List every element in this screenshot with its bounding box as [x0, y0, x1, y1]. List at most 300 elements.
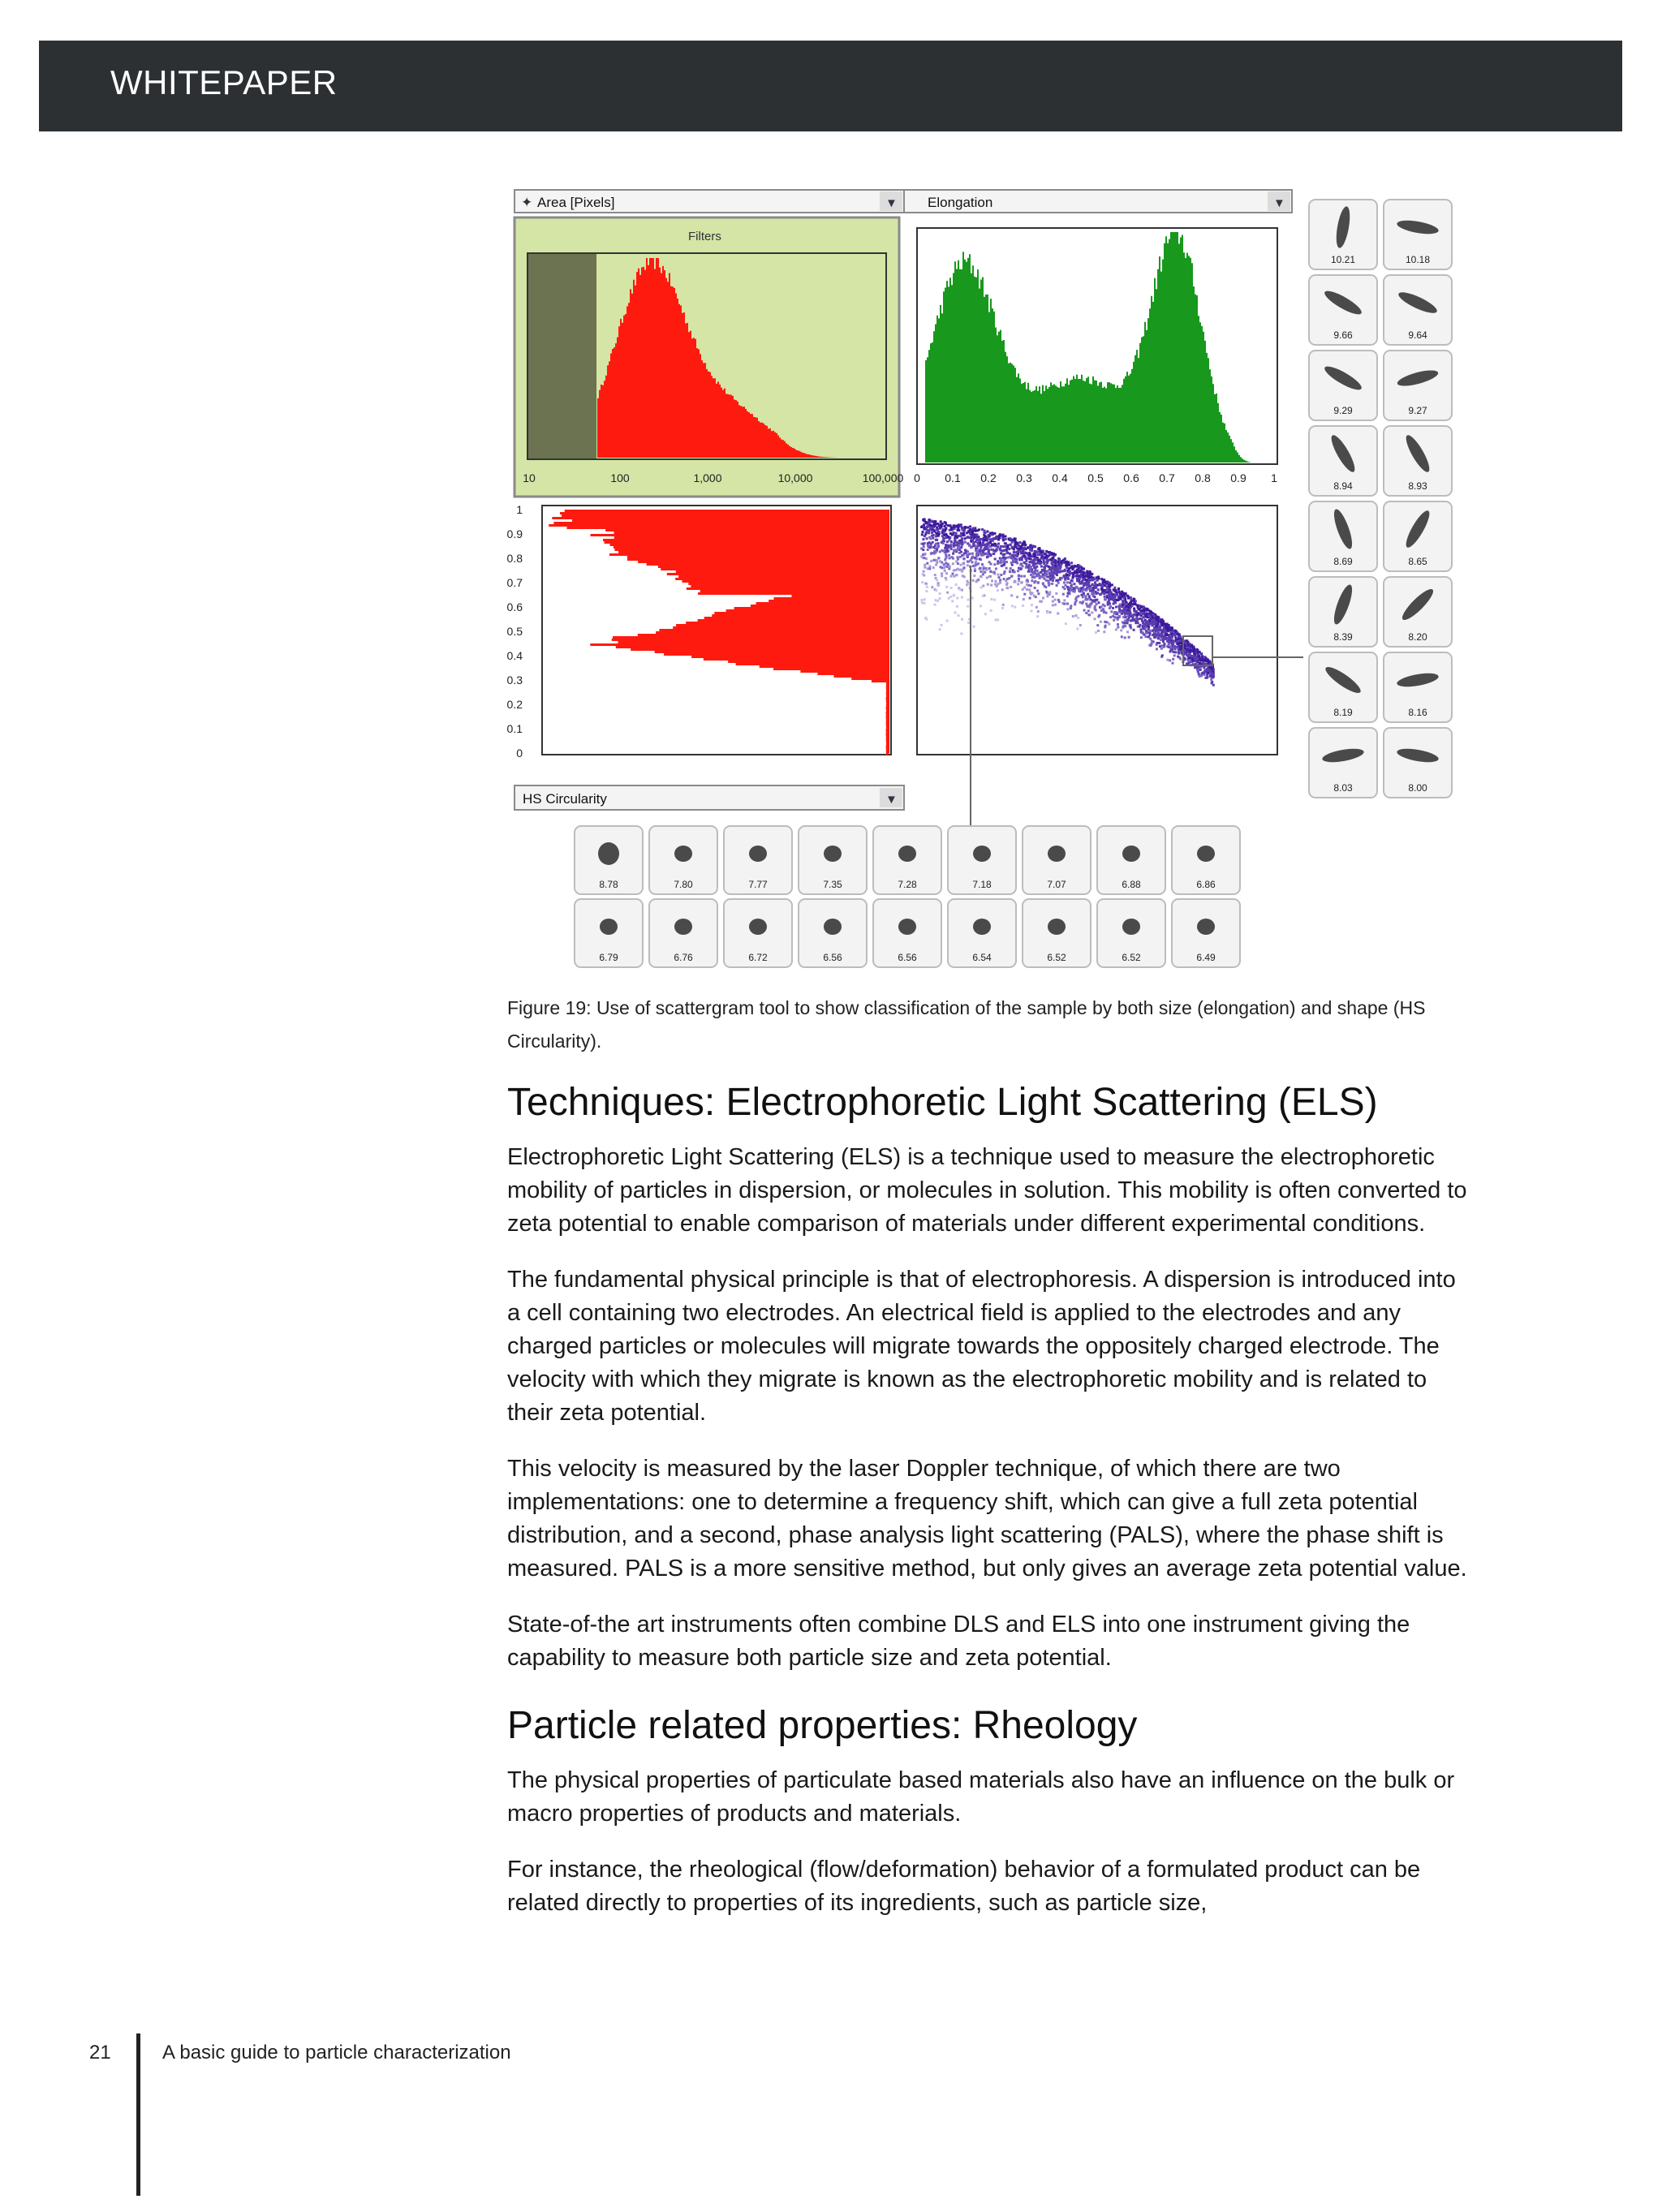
- scatter-point: [1004, 557, 1006, 560]
- scatter-point: [1034, 545, 1036, 548]
- scatter-point: [1036, 575, 1039, 577]
- scatter-point: [1022, 588, 1024, 591]
- particle-value: 6.86: [1196, 879, 1216, 890]
- scatter-point: [1050, 562, 1053, 565]
- scatter-point: [1103, 592, 1105, 594]
- scatter-point: [1130, 615, 1133, 618]
- scatter-point: [1100, 621, 1102, 623]
- scatter-point: [975, 561, 977, 563]
- scatter-point: [1079, 575, 1081, 577]
- scatter-point: [956, 597, 958, 600]
- scatter-point: [937, 557, 940, 559]
- scatter-point: [1023, 549, 1025, 551]
- scatter-point: [967, 564, 969, 566]
- section-heading-rheology: Particle related properties: Rheology: [507, 1704, 1138, 1747]
- scatter-point: [1094, 608, 1096, 610]
- scatter-point: [1133, 598, 1135, 600]
- scatter-point: [1098, 601, 1100, 604]
- scatter-point: [934, 599, 936, 601]
- scatter-point: [986, 552, 988, 554]
- scatter-point: [962, 527, 964, 529]
- scatter-point: [981, 528, 984, 531]
- elongated-particle-thumbnail[interactable]: [1309, 501, 1377, 571]
- particle-value: 6.76: [674, 952, 693, 963]
- particle-value: 9.27: [1408, 405, 1427, 416]
- section-heading-els: Techniques: Electrophoretic Light Scattering (ELS): [507, 1081, 1378, 1124]
- scatter-point: [1017, 570, 1019, 572]
- elongated-particle-thumbnail[interactable]: [1384, 275, 1452, 345]
- scatter-point: [1083, 583, 1086, 585]
- elongated-particle-thumbnail[interactable]: [1309, 652, 1377, 722]
- scatter-point: [932, 537, 934, 540]
- scatter-point: [928, 566, 931, 568]
- scatter-point: [1122, 626, 1124, 629]
- scatter-point: [999, 579, 1001, 581]
- scatter-point: [989, 554, 992, 557]
- scatter-point: [982, 551, 984, 553]
- scatter-point: [1041, 555, 1044, 557]
- filter-label: Filters: [688, 230, 721, 243]
- scatter-point: [1091, 599, 1094, 601]
- scatter-point: [1203, 672, 1206, 674]
- scatter-point: [1072, 615, 1074, 618]
- scatter-point: [1148, 634, 1151, 636]
- scatter-point: [1156, 642, 1159, 644]
- scatter-point: [935, 589, 937, 592]
- scatter-point: [1178, 642, 1180, 644]
- scatter-point: [1062, 559, 1065, 562]
- scatter-point: [1089, 572, 1091, 575]
- scatter-point: [1010, 586, 1012, 588]
- elongation-parameter-dropdown[interactable]: [904, 190, 1292, 213]
- header-bar: [39, 41, 1622, 131]
- scatter-point: [937, 582, 940, 584]
- scatter-point: [1058, 558, 1061, 561]
- scatter-point: [1005, 550, 1008, 553]
- round-particle-thumbnail[interactable]: [799, 899, 867, 967]
- scatter-point: [1014, 557, 1017, 560]
- scatter-point: [1203, 660, 1205, 662]
- scatter-point: [1173, 654, 1176, 656]
- scatter-point: [1000, 574, 1002, 576]
- scatter-point: [1153, 626, 1156, 629]
- scatter-point: [1135, 622, 1137, 624]
- scatter-point: [1122, 621, 1124, 623]
- scatter-point: [920, 555, 923, 557]
- scatter-point: [936, 579, 938, 582]
- particle-value: 8.39: [1333, 631, 1353, 643]
- scatter-point: [963, 575, 966, 578]
- elongated-particle-thumbnail[interactable]: [1309, 577, 1377, 647]
- round-particle-thumbnail[interactable]: [873, 826, 941, 894]
- scatter-point: [1066, 603, 1069, 605]
- scatter-point: [967, 605, 969, 608]
- scatter-plot-panel[interactable]: [917, 506, 1303, 826]
- scatter-point: [964, 541, 967, 544]
- particle-value: 9.64: [1408, 329, 1427, 341]
- scatter-point: [1109, 598, 1111, 600]
- scatter-point: [1014, 606, 1016, 609]
- round-particle-thumbnail[interactable]: [724, 826, 792, 894]
- scatter-point: [956, 574, 958, 576]
- scatter-point: [1141, 609, 1143, 612]
- scatter-point: [1179, 645, 1182, 648]
- scatter-point: [1027, 566, 1029, 569]
- scatter-point: [950, 575, 953, 578]
- scatter-point: [1157, 619, 1160, 622]
- scatter-point: [920, 526, 923, 528]
- scatter-point: [1130, 620, 1132, 622]
- scatter-point: [999, 534, 1001, 536]
- elongated-particle-thumbnail[interactable]: [1384, 200, 1452, 269]
- scatter-point: [1061, 570, 1064, 572]
- scatter-point: [964, 537, 967, 540]
- scatter-point: [1014, 580, 1017, 583]
- round-particle-thumbnail[interactable]: [873, 899, 941, 967]
- scatter-point: [1150, 611, 1152, 613]
- dropdown-icon-area: ✦: [521, 195, 533, 210]
- scatter-point: [1020, 575, 1023, 578]
- scatter-point: [941, 535, 944, 537]
- scatter-point: [949, 596, 952, 598]
- round-particle-thumbnail[interactable]: [799, 826, 867, 894]
- scatter-point: [1122, 609, 1125, 612]
- particle-value: 7.35: [823, 879, 842, 890]
- scatter-point: [941, 566, 943, 569]
- scatter-point: [962, 534, 964, 536]
- elongated-particle-thumbnail[interactable]: [1309, 426, 1377, 496]
- scatter-point: [1063, 599, 1066, 601]
- scatter-point: [1099, 593, 1101, 596]
- scatter-point: [946, 620, 949, 622]
- elongated-particle-thumbnail[interactable]: [1384, 652, 1452, 722]
- scatter-point: [1143, 617, 1145, 619]
- scatter-point: [997, 589, 999, 592]
- round-particle-thumbnail[interactable]: [1097, 826, 1165, 894]
- elongated-particle-thumbnail[interactable]: [1384, 728, 1452, 798]
- scatter-point: [1102, 608, 1104, 610]
- scatter-point: [960, 546, 962, 549]
- elongated-particle-thumbnail[interactable]: [1309, 351, 1377, 420]
- scatter-point: [1064, 579, 1066, 581]
- scatter-point: [1062, 586, 1065, 588]
- elongation-tick-label: 0.9: [1230, 471, 1246, 484]
- scatter-point: [939, 628, 941, 630]
- round-particle-thumbnail[interactable]: [649, 826, 717, 894]
- scatter-point: [1151, 618, 1153, 621]
- scatter-point: [1103, 589, 1105, 592]
- scatter-point: [946, 563, 949, 566]
- scatter-point: [1178, 634, 1181, 636]
- scatter-point: [1075, 614, 1078, 617]
- scatter-point: [1210, 667, 1212, 669]
- scatter-point: [1060, 562, 1062, 564]
- scatter-point: [973, 536, 975, 538]
- scatter-point: [945, 586, 948, 588]
- scatter-point: [1002, 557, 1005, 559]
- scatter-point: [948, 597, 950, 600]
- scatter-point: [997, 543, 1000, 545]
- scatter-point: [946, 566, 949, 568]
- scatter-point: [1097, 588, 1100, 591]
- scatter-point: [1122, 592, 1125, 595]
- scatter-point: [1052, 600, 1054, 603]
- scatter-point: [1040, 566, 1043, 568]
- round-particle-thumbnail[interactable]: [724, 899, 792, 967]
- scatter-point: [1068, 575, 1070, 577]
- scatter-point: [1052, 577, 1054, 579]
- scatter-point: [1023, 593, 1026, 596]
- scatter-point: [933, 553, 936, 555]
- round-particle-thumbnail[interactable]: [575, 826, 643, 894]
- round-particle-thumbnail[interactable]: [1023, 826, 1091, 894]
- scatter-point: [1150, 644, 1152, 647]
- scatter-point: [1027, 570, 1030, 573]
- scatter-point: [943, 540, 945, 542]
- round-particle-thumbnail[interactable]: [1172, 899, 1240, 967]
- particle-value: 8.00: [1408, 782, 1427, 794]
- particle-value: 6.56: [823, 952, 842, 963]
- scatter-point: [1118, 615, 1121, 618]
- scatter-point: [1035, 550, 1037, 553]
- scatter-point: [1095, 587, 1097, 589]
- scatter-point: [1066, 576, 1069, 579]
- scatter-point: [944, 525, 946, 527]
- elongated-particle-thumbnail[interactable]: [1384, 501, 1452, 571]
- scatter-point: [1096, 576, 1098, 579]
- scatter-point: [1185, 642, 1187, 644]
- scatter-point: [1142, 613, 1144, 616]
- scatter-point: [921, 533, 924, 536]
- scatter-point: [1210, 678, 1212, 681]
- paragraph: The fundamental physical principle is that of electrophoresis. A dispersion is introduced into a cell containing two electrodes. An electrical field is applied to the electrodes and any charged particles or molecules will migrate towards the oppositely charged electrode. The velocity with which they migrate is known as the electrophoretic mobility and is related to their zeta potential.: [507, 1267, 1456, 1426]
- scatter-point: [1060, 565, 1062, 567]
- scatter-point: [1012, 539, 1014, 541]
- scatter-point: [936, 546, 939, 549]
- scatter-point: [1045, 571, 1048, 574]
- scatter-point: [1124, 619, 1126, 622]
- scatter-point: [934, 604, 936, 606]
- scatter-point: [1152, 622, 1155, 624]
- scatter-point: [1094, 618, 1096, 620]
- scatter-point: [986, 577, 988, 579]
- scatter-point: [1050, 575, 1053, 577]
- scatter-point: [1142, 631, 1144, 634]
- scatter-point: [1076, 575, 1079, 577]
- scatter-point: [1057, 579, 1059, 582]
- scatter-point: [1044, 586, 1047, 588]
- circularity-parameter-dropdown[interactable]: [515, 785, 904, 810]
- scatter-point: [1158, 630, 1160, 632]
- scatter-point: [1026, 579, 1028, 581]
- scatter-point: [1096, 624, 1099, 626]
- circularity-histogram-panel: [507, 503, 891, 760]
- scatter-point: [923, 575, 925, 577]
- article-body: [507, 1079, 1469, 1943]
- area-parameter-dropdown[interactable]: [515, 190, 904, 213]
- round-particle-thumbnail[interactable]: [1172, 826, 1240, 894]
- scatter-point: [1084, 595, 1087, 597]
- scatter-point: [1032, 575, 1035, 578]
- scatter-point: [1170, 636, 1173, 639]
- scatter-point: [1026, 583, 1028, 586]
- scatter-point: [935, 539, 937, 541]
- scatter-point: [988, 575, 991, 578]
- scatter-point: [1001, 535, 1004, 537]
- round-particle-thumbnail[interactable]: [575, 899, 643, 967]
- scatter-point: [986, 569, 988, 571]
- round-particle-thumbnail[interactable]: [1097, 899, 1165, 967]
- scatter-point: [1147, 614, 1150, 617]
- scatter-point: [948, 567, 950, 570]
- scatter-point: [973, 575, 975, 577]
- scatter-point: [982, 570, 984, 573]
- scatter-point: [1005, 538, 1007, 540]
- scatter-point: [946, 592, 949, 594]
- scatter-point: [1090, 585, 1092, 587]
- round-particle-thumbnail[interactable]: [948, 899, 1016, 967]
- particle-value: 10.18: [1405, 254, 1431, 265]
- scatter-point: [1014, 551, 1016, 553]
- round-particle-thumbnail[interactable]: [1023, 899, 1091, 967]
- scatter-point: [1017, 583, 1019, 585]
- scatter-point: [937, 535, 940, 537]
- scatter-point: [1011, 605, 1014, 607]
- chevron-down-icon: ▼: [885, 793, 898, 807]
- elongated-particle-thumbnail[interactable]: [1309, 275, 1377, 345]
- scatter-point: [1169, 659, 1171, 661]
- paragraph: The physical properties of particulate based materials also have an influence on the bulk or macro properties of products and materials.: [507, 1767, 1455, 1827]
- scatter-point: [1174, 648, 1177, 650]
- elongated-particle-thumbnail[interactable]: [1384, 577, 1452, 647]
- scatter-point: [953, 595, 955, 597]
- scatter-point: [945, 557, 947, 559]
- elongated-particle-thumbnail[interactable]: [1384, 351, 1452, 420]
- circularity-axis-ticks: [507, 503, 523, 760]
- scatter-point: [1100, 605, 1103, 608]
- scatter-point: [1070, 579, 1073, 582]
- scatter-point: [1053, 572, 1055, 575]
- scatter-point: [1087, 593, 1089, 596]
- scatter-point: [1021, 581, 1023, 583]
- scatter-point: [981, 563, 984, 566]
- scatter-point: [1006, 546, 1009, 549]
- scatter-point: [972, 579, 975, 582]
- scatter-point: [956, 556, 958, 558]
- scatter-point: [1036, 615, 1039, 618]
- scatter-point: [930, 560, 932, 562]
- scatter-point: [1010, 538, 1012, 540]
- scatter-point: [1102, 604, 1104, 606]
- scatter-point: [1041, 569, 1044, 571]
- scatter-point: [989, 570, 992, 573]
- elongated-particle-thumbnail[interactable]: [1384, 426, 1452, 496]
- elongated-particle-thumbnail[interactable]: [1309, 200, 1377, 269]
- scatter-point: [1067, 588, 1070, 591]
- scatter-point: [996, 536, 998, 538]
- scatter-point: [1169, 640, 1171, 643]
- scatter-point: [1036, 566, 1038, 568]
- scatter-point: [1037, 581, 1040, 583]
- scatter-point: [1052, 596, 1054, 598]
- scatter-point: [957, 542, 959, 544]
- scatter-point: [1140, 618, 1143, 620]
- scatter-point: [924, 598, 926, 600]
- scatter-point: [950, 527, 953, 529]
- scatter-point: [1028, 564, 1031, 566]
- scatter-point: [1033, 555, 1036, 557]
- scatter-point: [1152, 613, 1155, 616]
- scatter-point: [1055, 565, 1057, 567]
- scatter-point: [1184, 650, 1186, 652]
- scatter-point: [976, 529, 979, 531]
- scatter-point: [971, 556, 974, 558]
- scatter-point: [1145, 621, 1147, 623]
- scatter-point: [1162, 631, 1165, 634]
- scatter-point: [962, 563, 965, 566]
- scatter-point: [1062, 593, 1065, 596]
- elongated-particle-thumbnail[interactable]: [1309, 728, 1377, 798]
- scatter-point: [1001, 607, 1004, 609]
- scatter-point: [958, 529, 960, 531]
- scatter-point: [1113, 599, 1115, 601]
- scatter-point: [1187, 655, 1190, 657]
- scatter-point: [1149, 638, 1152, 640]
- scatter-point: [1109, 616, 1112, 618]
- scatter-point: [945, 536, 947, 539]
- scatter-point: [973, 541, 975, 544]
- scatter-point: [1172, 662, 1174, 665]
- scatter-point: [1073, 583, 1075, 585]
- scatter-point: [955, 560, 958, 562]
- scatter-point: [1045, 579, 1048, 582]
- scatter-point: [1103, 630, 1105, 633]
- scatter-point: [1061, 577, 1063, 579]
- scatter-point: [952, 573, 954, 575]
- scatter-point: [940, 523, 942, 526]
- scatter-point: [1042, 558, 1044, 561]
- scatter-point: [1020, 550, 1023, 553]
- scatter-point: [1088, 575, 1091, 578]
- scatter-point: [945, 522, 947, 524]
- scatter-point: [1078, 587, 1080, 590]
- round-particle-thumbnail[interactable]: [948, 826, 1016, 894]
- scatter-point: [1076, 627, 1079, 630]
- scatter-point: [973, 626, 975, 628]
- scatter-point: [1031, 592, 1034, 595]
- scatter-point: [967, 583, 970, 586]
- scatter-point: [1124, 622, 1126, 624]
- scatter-point: [1067, 569, 1070, 571]
- chevron-down-icon: ▼: [1273, 196, 1285, 210]
- scatter-point: [1157, 637, 1160, 639]
- header-title: WHITEPAPER: [110, 63, 338, 101]
- scatter-point: [991, 531, 993, 534]
- scatter-point: [1115, 606, 1117, 609]
- scatter-point: [941, 575, 943, 577]
- scatter-point: [1003, 572, 1005, 575]
- round-particle-thumbnail[interactable]: [649, 899, 717, 967]
- scatter-point: [1138, 612, 1140, 614]
- scatter-point: [957, 562, 959, 565]
- particle-value: 6.52: [1122, 952, 1141, 963]
- scatter-point: [958, 546, 960, 549]
- scatter-point: [1155, 635, 1157, 637]
- scatter-point: [1040, 550, 1042, 553]
- scatter-point: [1188, 649, 1191, 652]
- scatter-point: [936, 523, 939, 525]
- scatter-point: [1091, 602, 1093, 605]
